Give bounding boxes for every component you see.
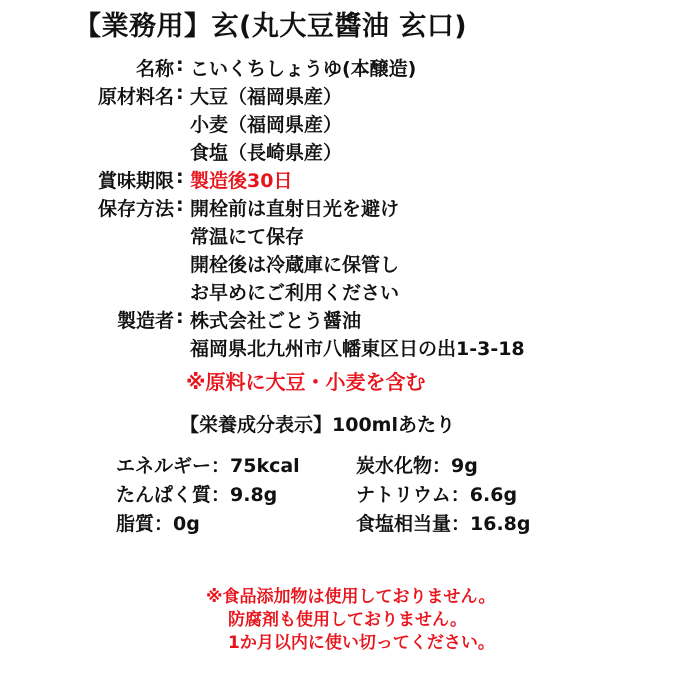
- label-name: 名称: [135, 58, 174, 80]
- ingredient-soybean: 大豆（福岡県産）: [190, 86, 343, 108]
- notice-line-1: ※食品添加物は使用しておりません。: [206, 587, 496, 607]
- label-ingredients: 原材料名: [97, 86, 174, 108]
- value-best-before: 製造後30日: [190, 170, 293, 192]
- nutrition-carbohydrate: 炭水化物：9g: [356, 455, 478, 477]
- colon: :: [176, 82, 184, 104]
- storage-line-2: 常温にて保存: [190, 226, 305, 248]
- manufacturer-name: 株式会社ごとう醤油: [190, 310, 362, 332]
- nutrition-energy: エネルギー：75kcal: [116, 455, 300, 477]
- value-name: こいくちしょうゆ(本醸造): [190, 58, 417, 80]
- storage-line-3: 開栓後は冷蔵庫に保管し: [190, 254, 400, 276]
- page-title: 【業務用】玄(丸大豆醬油 玄口): [74, 11, 468, 42]
- colon: :: [176, 306, 184, 328]
- manufacturer-address: 福岡県北九州市八幡東区日の出1-3-18: [190, 338, 525, 360]
- colon: :: [176, 166, 184, 188]
- nutrition-protein: たんぱく質：9.8g: [116, 484, 278, 506]
- ingredient-salt: 食塩（長崎県産）: [190, 142, 343, 164]
- nutrition-fat: 脂質：0g: [116, 513, 200, 535]
- notice-line-2: 防腐剤も使用しておりません。: [228, 610, 468, 630]
- nutrition-sodium: ナトリウム：6.6g: [356, 484, 518, 506]
- label-best-before: 賞味期限: [97, 170, 174, 192]
- ingredient-wheat: 小麦（福岡県産）: [190, 114, 343, 136]
- label-manufacturer: 製造者: [116, 310, 174, 332]
- label-storage: 保存方法: [97, 198, 174, 220]
- allergen-note: ※原料に大豆・小麦を含む: [186, 370, 426, 394]
- colon: :: [176, 194, 184, 216]
- storage-line-4: お早めにご利用ください: [190, 282, 400, 304]
- nutrition-salt-equivalent: 食塩相当量：16.8g: [356, 513, 531, 535]
- storage-line-1: 開栓前は直射日光を避け: [190, 198, 400, 220]
- notice-line-3: 1か月以内に使い切ってください。: [228, 633, 495, 653]
- colon: :: [176, 54, 184, 76]
- nutrition-heading: 【栄養成分表示】100mlあたり: [180, 414, 455, 436]
